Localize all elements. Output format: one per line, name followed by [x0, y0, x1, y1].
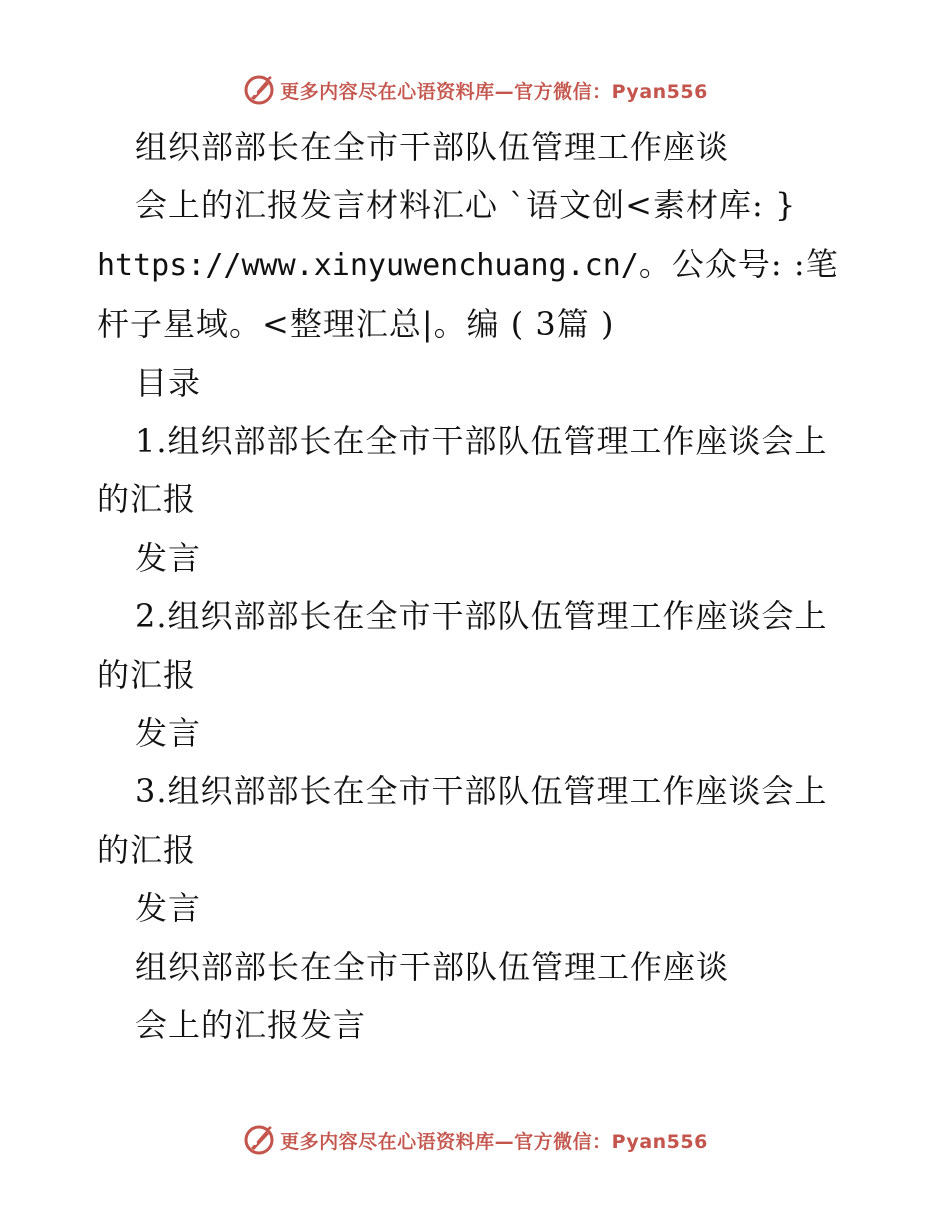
toc-heading: 目录 — [135, 363, 202, 402]
section-title: 组织部部长在全市干部队伍管理工作座谈 — [135, 947, 730, 986]
doc-line: 组织部部长在全市干部队伍管理工作座谈 — [135, 128, 730, 166]
quill-pen-logo-icon — [242, 73, 276, 107]
doc-line-url — [97, 235, 857, 295]
quill-pen-logo-icon — [242, 1123, 276, 1157]
website-url: https://www.xinyuwenchuang.cn/ — [97, 247, 639, 283]
toc-item: 2.组织部部长在全市干部队伍管理工作座谈会上 — [135, 597, 828, 636]
toc-item-continued: 的汇报 — [97, 830, 197, 869]
section-title-continued: 会上的汇报发言 — [135, 1006, 367, 1045]
doc-line-rest: 。公众号: :笔 — [638, 244, 839, 283]
document-body — [97, 118, 857, 1055]
toc-item-continued: 发言 — [135, 538, 202, 577]
watermark-text: 更多内容尽在心语资料库—官方微信：Pyan556 — [280, 80, 708, 103]
toc-item-continued: 的汇报 — [97, 480, 197, 519]
header-watermark — [0, 70, 950, 110]
toc-item-continued: 发言 — [135, 889, 202, 928]
footer-watermark — [0, 1120, 950, 1160]
doc-line: 会上的汇报发言材料汇心 `语文创<素材库: } — [135, 186, 797, 225]
doc-line: 杆子星域。<整理汇总|。编 ( 3篇 ) — [97, 305, 615, 344]
toc-item-continued: 的汇报 — [97, 655, 197, 694]
watermark-text: 更多内容尽在心语资料库—官方微信：Pyan556 — [280, 1130, 708, 1153]
toc-item: 3.组织部部长在全市干部队伍管理工作座谈会上 — [135, 772, 828, 811]
toc-item: 1.组织部部长在全市干部队伍管理工作座谈会上 — [135, 422, 828, 461]
toc-item-continued: 发言 — [135, 714, 202, 753]
